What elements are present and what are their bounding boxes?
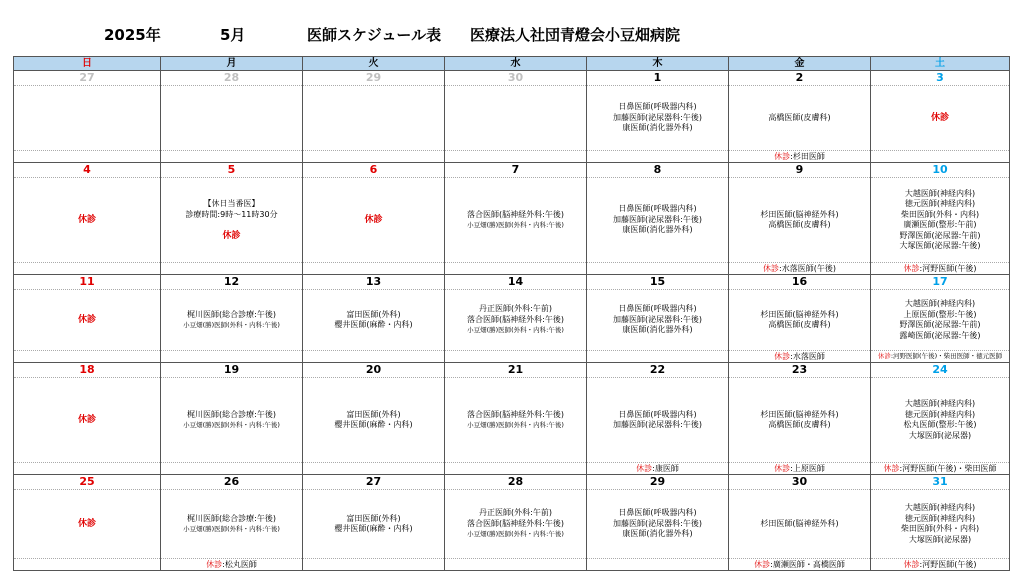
day-schedule-cell bbox=[445, 290, 587, 351]
doctor-entry: 梶川医師(総合診療:午後) bbox=[187, 513, 276, 523]
doctor-entry: 加藤医師(泌尿器科:午後) bbox=[613, 214, 702, 224]
date-number: 26 bbox=[161, 475, 303, 490]
schedule-row bbox=[14, 290, 1010, 351]
day-schedule-cell bbox=[14, 178, 161, 263]
doctor-entry: 徳元医師(神経内科) bbox=[904, 409, 976, 419]
doctor-entry: 上原医師(整形:午後) bbox=[903, 309, 977, 319]
doctor-entry: 小豆畑(勝)医師(外科・内科:午後) bbox=[467, 221, 564, 229]
date-number: 5 bbox=[161, 163, 303, 178]
date-number: 8 bbox=[587, 163, 729, 178]
day-schedule-cell bbox=[14, 86, 161, 151]
day-schedule-cell bbox=[445, 86, 587, 151]
doctor-entry: 日鼻医師(呼吸器内科) bbox=[618, 409, 697, 419]
closure-doctors: :河野医師(午後) bbox=[919, 264, 977, 273]
day-schedule-cell bbox=[14, 378, 161, 463]
date-row bbox=[14, 71, 1010, 86]
doctor-entry: 小豆畑(勝)医師(外科・内科:午後) bbox=[183, 421, 280, 429]
closure-prefix: 休診 bbox=[763, 264, 780, 273]
schedule-row bbox=[14, 178, 1010, 263]
date-number: 10 bbox=[871, 163, 1010, 178]
day-schedule-cell bbox=[303, 86, 445, 151]
closure-note bbox=[587, 463, 729, 475]
date-number: 6 bbox=[303, 163, 445, 178]
doctor-entry: 廣瀬医師(整形:午前) bbox=[903, 220, 977, 229]
closure-note bbox=[871, 559, 1010, 571]
day-schedule-cell bbox=[587, 290, 729, 351]
closure-prefix: 休診 bbox=[883, 464, 900, 473]
date-number: 28 bbox=[161, 71, 303, 86]
schedule-row bbox=[14, 378, 1010, 463]
doctor-entry: 大塚医師(泌尿器) bbox=[908, 430, 972, 440]
doctor-entry: 小豆畑(勝)医師(外科・内科:午後) bbox=[183, 321, 280, 329]
day-schedule-cell bbox=[729, 290, 871, 351]
date-number: 16 bbox=[729, 275, 871, 290]
day-schedule-cell bbox=[14, 490, 161, 559]
date-number: 19 bbox=[161, 363, 303, 378]
doctor-entry: 丹正医師(外科:午前) bbox=[479, 304, 552, 314]
closure-note bbox=[871, 263, 1010, 275]
day-schedule-cell bbox=[587, 86, 729, 151]
closure-note bbox=[871, 463, 1010, 475]
closure-note bbox=[729, 559, 871, 571]
doctor-entry: 徳元医師(神経内科) bbox=[904, 513, 976, 523]
day-schedule-cell bbox=[871, 178, 1010, 263]
closure-note-row bbox=[14, 559, 1010, 571]
closure-doctors: :水落医師(午後) bbox=[779, 264, 836, 273]
doctor-entry: 高橋医師(皮膚科) bbox=[768, 420, 831, 429]
closure-note bbox=[14, 559, 161, 571]
date-number: 3 bbox=[871, 71, 1010, 86]
doctor-entry: 櫻井医師(麻酔・内科) bbox=[334, 420, 413, 429]
closure-doctors: :水落医師 bbox=[790, 352, 825, 361]
date-number: 27 bbox=[14, 71, 161, 86]
doctor-entry: 丹正医師(外科:午前) bbox=[479, 508, 552, 518]
doctor-entry: 康医師(消化器外科) bbox=[622, 529, 693, 539]
date-number: 28 bbox=[445, 475, 587, 490]
doctor-entry: 柴田医師(外科・内科) bbox=[900, 209, 980, 219]
closure-prefix: 休診 bbox=[754, 560, 771, 569]
day-schedule-cell bbox=[445, 490, 587, 559]
weekday-tuesday: 火 bbox=[303, 57, 445, 71]
doctor-entry: 日鼻医師(呼吸器内科) bbox=[618, 304, 697, 314]
day-schedule-cell bbox=[14, 290, 161, 351]
doctor-entry: 康医師(消化器外科) bbox=[622, 325, 693, 335]
closure-note bbox=[14, 151, 161, 163]
doctor-entry: 高橋医師(皮膚科) bbox=[768, 220, 831, 229]
closed-label: 休診 bbox=[77, 314, 96, 325]
closure-note bbox=[729, 151, 871, 163]
doctor-entry: 松丸医師(整形:午後) bbox=[903, 420, 977, 429]
closure-note bbox=[14, 463, 161, 475]
date-number: 22 bbox=[587, 363, 729, 378]
day-schedule-cell bbox=[303, 178, 445, 263]
date-number: 30 bbox=[445, 71, 587, 86]
closure-note bbox=[303, 151, 445, 163]
hospital-name: 医療法人社団青燈会小豆畑病院 bbox=[470, 26, 681, 44]
closure-note bbox=[587, 263, 729, 275]
doctor-entry: 加藤医師(泌尿器科:午後) bbox=[613, 420, 702, 429]
closure-doctors: :松丸医師 bbox=[222, 560, 257, 569]
weekday-wednesday: 水 bbox=[445, 57, 587, 71]
doctor-entry: 櫻井医師(麻酔・内科) bbox=[334, 320, 413, 329]
doctor-entry: 【休日当番医】 bbox=[203, 199, 260, 208]
doctor-entry: 野澤医師(泌尿器:午前) bbox=[899, 230, 981, 240]
closed-label: 休診 bbox=[364, 214, 383, 225]
closure-note bbox=[729, 263, 871, 275]
doctor-entry: 小豆畑(勝)医師(外科・内科:午後) bbox=[467, 326, 564, 335]
closure-note bbox=[445, 463, 587, 475]
schedule-row bbox=[14, 490, 1010, 559]
closure-note bbox=[587, 351, 729, 363]
weekday-monday: 月 bbox=[161, 57, 303, 71]
closure-note bbox=[161, 151, 303, 163]
date-number: 20 bbox=[303, 363, 445, 378]
schedule-calendar bbox=[13, 56, 1010, 571]
closure-note bbox=[729, 351, 871, 363]
day-schedule-cell bbox=[161, 86, 303, 151]
date-number: 14 bbox=[445, 275, 587, 290]
day-schedule-cell bbox=[161, 178, 303, 263]
date-row bbox=[14, 275, 1010, 290]
date-number: 29 bbox=[303, 71, 445, 86]
closure-doctors: :康医師 bbox=[652, 464, 679, 473]
doctor-entry: 大越医師(神経内科) bbox=[904, 299, 976, 308]
doctor-entry: 櫻井医師(麻酔・内科) bbox=[334, 524, 413, 533]
schedule-title: 医師スケジュール表 bbox=[307, 26, 442, 44]
closed-label: 休診 bbox=[222, 230, 241, 241]
closure-note-row bbox=[14, 351, 1010, 363]
closure-prefix: 休診 bbox=[206, 560, 223, 569]
closure-note-row bbox=[14, 263, 1010, 275]
doctor-entry: 落合医師(脳神経外科:午後) bbox=[467, 518, 564, 528]
doctor-entry bbox=[161, 220, 302, 231]
day-schedule-cell bbox=[729, 178, 871, 263]
doctor-entry: 加藤医師(泌尿器科:午後) bbox=[613, 314, 702, 324]
day-schedule-cell bbox=[445, 378, 587, 463]
doctor-entry: 加藤医師(泌尿器科:午後) bbox=[613, 518, 702, 528]
date-number: 31 bbox=[871, 475, 1010, 490]
closure-note bbox=[161, 463, 303, 475]
weekday-thursday: 木 bbox=[587, 57, 729, 71]
date-number: 27 bbox=[303, 475, 445, 490]
year-label: 2025年 bbox=[104, 26, 161, 44]
date-number: 2 bbox=[729, 71, 871, 86]
doctor-entry: 徳元医師(神経内科) bbox=[904, 199, 976, 208]
date-number: 11 bbox=[14, 275, 161, 290]
date-row bbox=[14, 363, 1010, 378]
day-schedule-cell bbox=[445, 178, 587, 263]
day-schedule-cell bbox=[587, 490, 729, 559]
schedule-row bbox=[14, 86, 1010, 151]
closure-prefix: 休診 bbox=[903, 560, 920, 569]
day-schedule-cell bbox=[871, 290, 1010, 351]
doctor-entry: 小豆畑(勝)医師(外科・内科:午後) bbox=[467, 421, 564, 429]
closure-doctors: :杉田医師 bbox=[790, 152, 825, 161]
doctor-entry: 日鼻医師(呼吸器内科) bbox=[618, 508, 697, 518]
date-row bbox=[14, 163, 1010, 178]
doctor-entry: 小豆畑(勝)医師(外科・内科:午後) bbox=[183, 525, 280, 533]
doctor-entry: 大塚医師(泌尿器:午後) bbox=[899, 241, 981, 250]
date-number: 23 bbox=[729, 363, 871, 378]
closure-doctors: :廣瀬医師・高橋医師 bbox=[770, 560, 845, 569]
doctor-entry: 富田医師(外科) bbox=[346, 513, 401, 523]
closed-label: 休診 bbox=[77, 214, 96, 225]
closure-note bbox=[587, 151, 729, 163]
day-schedule-cell bbox=[587, 378, 729, 463]
closure-note bbox=[303, 263, 445, 275]
closure-note bbox=[871, 151, 1010, 163]
date-number: 15 bbox=[587, 275, 729, 290]
weekday-header-row bbox=[14, 57, 1010, 71]
closure-prefix: 休診 bbox=[903, 264, 920, 273]
date-number: 9 bbox=[729, 163, 871, 178]
doctor-entry: 落合医師(脳神経外科:午後) bbox=[467, 409, 564, 419]
doctor-entry: 柴田医師(外科・内科) bbox=[900, 524, 980, 533]
date-number: 7 bbox=[445, 163, 587, 178]
closure-note bbox=[445, 151, 587, 163]
doctor-entry: 杉田医師(脳神経外科) bbox=[760, 518, 839, 528]
day-schedule-cell bbox=[729, 378, 871, 463]
doctor-entry: 日鼻医師(呼吸器内科) bbox=[618, 204, 697, 214]
doctor-entry: 高橋医師(皮膚科) bbox=[768, 320, 831, 329]
doctor-entry: 高橋医師(皮膚科) bbox=[768, 112, 831, 122]
date-number: 18 bbox=[14, 363, 161, 378]
closure-note bbox=[729, 463, 871, 475]
closure-doctors: :河野医師(午後) bbox=[919, 560, 977, 569]
closure-note bbox=[445, 263, 587, 275]
doctor-entry: 梶川医師(総合診療:午後) bbox=[187, 309, 276, 319]
doctor-entry: 杉田医師(脳神経外科) bbox=[760, 309, 839, 319]
doctor-entry: 日鼻医師(呼吸器内科) bbox=[618, 102, 697, 112]
doctor-entry: 杉田医師(脳神経外科) bbox=[760, 409, 839, 419]
closure-note bbox=[161, 263, 303, 275]
doctor-entry: 大塚医師(泌尿器) bbox=[908, 534, 972, 544]
day-schedule-cell bbox=[871, 86, 1010, 151]
closure-note-row bbox=[14, 151, 1010, 163]
month-label: 5月 bbox=[220, 26, 246, 44]
doctor-entry: 大越医師(神経内科) bbox=[904, 188, 976, 198]
closure-note-row bbox=[14, 463, 1010, 475]
date-number: 12 bbox=[161, 275, 303, 290]
doctor-entry: 富田医師(外科) bbox=[346, 309, 401, 319]
date-row bbox=[14, 475, 1010, 490]
doctor-entry: 診療時間:9時～11時30分 bbox=[185, 209, 278, 219]
closure-prefix: 休診 bbox=[774, 352, 791, 361]
closure-note bbox=[161, 559, 303, 571]
weekday-sunday: 日 bbox=[14, 57, 161, 71]
day-schedule-cell bbox=[871, 378, 1010, 463]
doctor-entry: 落合医師(脳神経外科:午後) bbox=[467, 314, 564, 324]
day-schedule-cell bbox=[161, 490, 303, 559]
date-number: 21 bbox=[445, 363, 587, 378]
day-schedule-cell bbox=[303, 490, 445, 559]
date-number: 13 bbox=[303, 275, 445, 290]
doctor-entry: 大越医師(神経内科) bbox=[904, 503, 976, 512]
closure-note bbox=[303, 351, 445, 363]
closure-doctors: :河野医師(午後)・柴田医師 bbox=[899, 464, 997, 473]
closure-doctors: :河野医師(午後)・柴田医師・徳元医師 bbox=[890, 352, 1003, 360]
day-schedule-cell bbox=[303, 378, 445, 463]
doctor-entry: 小豆畑(勝)医師(外科・内科:午後) bbox=[467, 530, 564, 539]
closure-note bbox=[871, 351, 1010, 363]
date-number: 1 bbox=[587, 71, 729, 86]
closure-note bbox=[445, 559, 587, 571]
closure-note bbox=[303, 463, 445, 475]
weekday-friday: 金 bbox=[729, 57, 871, 71]
date-number: 17 bbox=[871, 275, 1010, 290]
date-number: 25 bbox=[14, 475, 161, 490]
doctor-entry: 加藤医師(泌尿器科:午後) bbox=[613, 112, 702, 122]
doctor-entry: 落合医師(脳神経外科:午後) bbox=[467, 209, 564, 219]
doctor-entry: 露崎医師(泌尿器:午後) bbox=[899, 330, 981, 340]
doctor-entry: 杉田医師(脳神経外科) bbox=[760, 209, 839, 219]
doctor-entry: 富田医師(外科) bbox=[346, 409, 401, 419]
closure-prefix: 休診 bbox=[774, 152, 791, 161]
closed-label: 休診 bbox=[77, 518, 96, 529]
doctor-entry: 康医師(消化器外科) bbox=[622, 123, 693, 133]
closure-doctors: :上原医師 bbox=[790, 464, 825, 473]
date-number: 29 bbox=[587, 475, 729, 490]
closure-note bbox=[445, 351, 587, 363]
closure-note bbox=[14, 263, 161, 275]
closure-note bbox=[161, 351, 303, 363]
day-schedule-cell bbox=[161, 378, 303, 463]
day-schedule-cell bbox=[587, 178, 729, 263]
date-number: 4 bbox=[14, 163, 161, 178]
day-schedule-cell bbox=[729, 490, 871, 559]
doctor-entry: 梶川医師(総合診療:午後) bbox=[187, 409, 276, 419]
closure-prefix: 休診 bbox=[774, 464, 791, 473]
doctor-entry: 大越医師(神経内科) bbox=[904, 399, 976, 408]
closure-note bbox=[587, 559, 729, 571]
closed-label: 休診 bbox=[77, 414, 96, 425]
day-schedule-cell bbox=[303, 290, 445, 351]
day-schedule-cell bbox=[871, 490, 1010, 559]
day-schedule-cell bbox=[729, 86, 871, 151]
weekday-saturday: 土 bbox=[871, 57, 1010, 71]
day-schedule-cell bbox=[161, 290, 303, 351]
closure-prefix: 休診 bbox=[636, 464, 653, 473]
date-number: 30 bbox=[729, 475, 871, 490]
doctor-entry: 野澤医師(泌尿器:午前) bbox=[899, 320, 981, 329]
closure-note bbox=[14, 351, 161, 363]
closure-prefix: 休診 bbox=[877, 352, 891, 360]
closure-note bbox=[303, 559, 445, 571]
date-number: 24 bbox=[871, 363, 1010, 378]
closed-label: 休診 bbox=[930, 112, 949, 123]
doctor-entry: 康医師(消化器外科) bbox=[622, 225, 693, 235]
